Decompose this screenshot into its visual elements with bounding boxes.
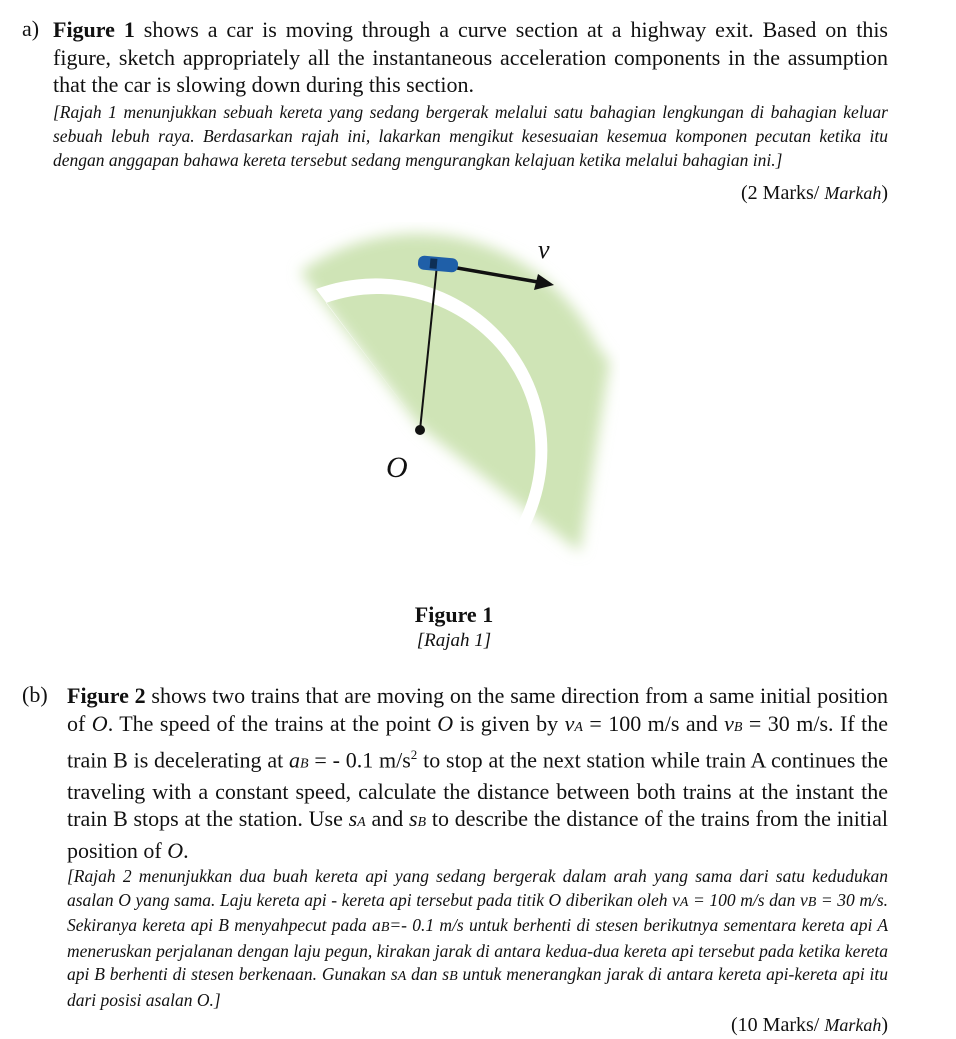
question-a-label: a) <box>22 16 40 41</box>
question-b-label: (b) <box>22 682 48 707</box>
question-a-marks: (2 Marks/ Markah) <box>741 181 888 204</box>
question-b-text: Figure 2 shows two trains that are moving on the same direction from a same initial position of O. The speed of the trains at the point O is given by vA = 100 m/s and vB = 30 m/s. If the train B is decelerating at aB = - 0.1 $m/s^2$ to stop at the next station while train A continues the traveling with a constant speed, calculate the distance between both trains at the instant the train B stops at the station. Use sA and sB to describe the distance of the trains from the initial position of O. <box>67 683 889 863</box>
center-point <box>415 425 425 435</box>
figure-1-caption: Figure 1 <box>414 602 494 627</box>
center-label: O <box>386 451 408 484</box>
question-b <box>22 682 888 1037</box>
question-a-text: Figure 1 shows a car is moving through a curve section at a highway exit. Based on this figure, sketch appropriately all the instantaneous acceleration components in the assumption that the car is slowing down during this section. <box>53 17 888 97</box>
question-b-marks: (10 Marks/ Markah) <box>731 1014 888 1037</box>
figure-1-caption-ms: [Rajah 1] <box>416 630 492 651</box>
question-a-translation: [Rajah 1 menunjukkan sebuah kereta yang sedang bergerak melalui satu bahagian lengkungan di bahagian keluar sebuah lebuh raya. Berdasarkan rajah ini, lakarkan mengikut kesesuaian kesemua komponen pecutan ketika itu dengan anggapan bahawa kereta tersebut sedang mengurangkan kelajuan ketika melalui bahagian ini.] <box>53 101 888 170</box>
curve-diagram <box>280 222 620 582</box>
figure-1-ref: Figure 1 <box>53 17 135 42</box>
velocity-label: v <box>538 235 550 264</box>
question-a <box>22 16 888 205</box>
question-b-translation: [Rajah 2 menunjukkan dua buah kereta api yang sedang bergerak dalam arah yang sama dari satu kedudukan asalan O yang sama. Laju kereta api - kereta api tersebut pada titik O diberikan oleh vA = 100 m/s dan vB = 30 m/s. Sekiranya kereta api B menyahpecut pada aB=- 0.1 m/s untuk berhenti di stesen berikutnya sementara kereta api A meneruskan perjalanan dengan laju pegun, kirakan jarak di antara kedua-dua kereta api tersebut pada ketika kereta api B berhenti di stesen berkenaan. Gunakan sA dan sB untuk menerangkan jarak di antara kereta api-kereta api itu dari posisi asalan O.] <box>67 866 889 1010</box>
figure-2-ref: Figure 2 <box>67 683 146 708</box>
figure-1 <box>280 222 620 582</box>
